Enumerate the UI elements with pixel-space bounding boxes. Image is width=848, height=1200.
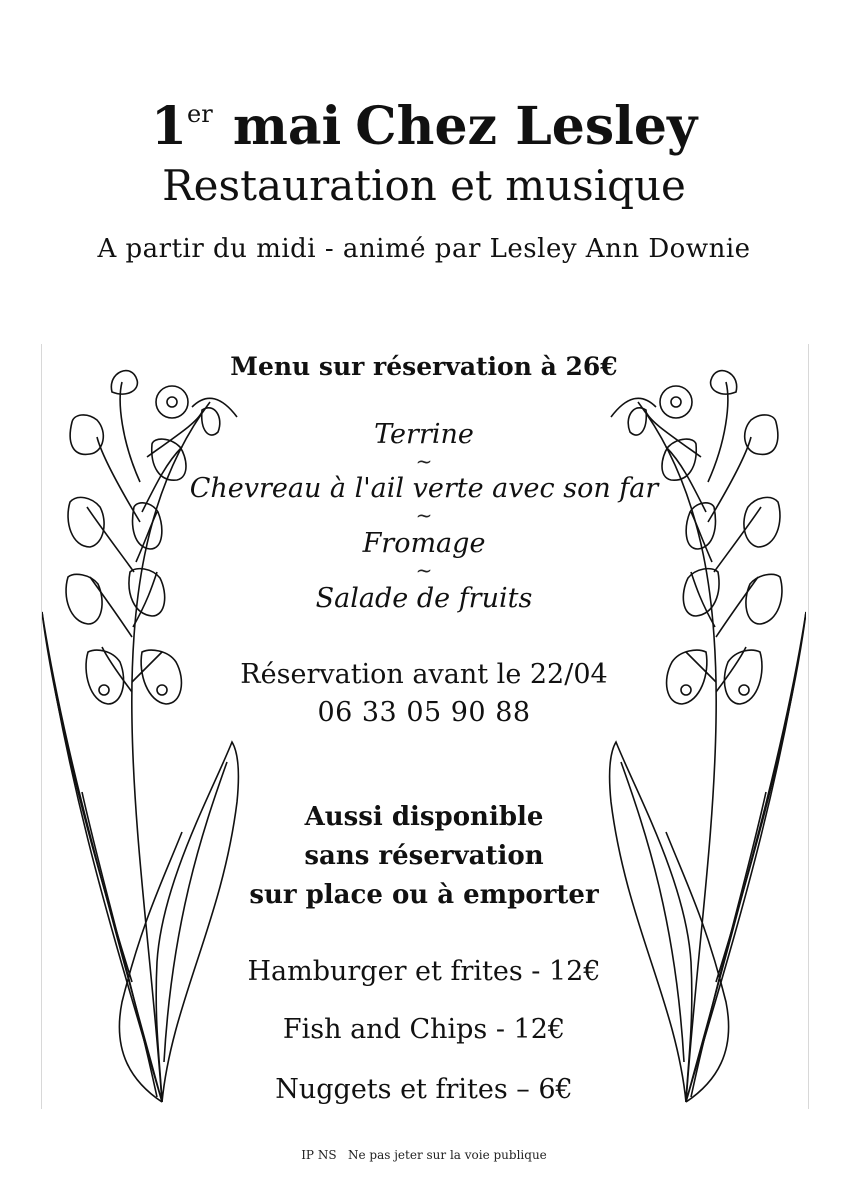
menu-item: Nuggets et frites – 6€ — [275, 1074, 573, 1105]
course-separator: ~ — [415, 503, 433, 527]
menu-item: Hamburger et frites - 12€ — [247, 956, 601, 987]
also-available-line: Aussi disponible — [304, 802, 544, 832]
course-item: Salade de fruits — [315, 583, 533, 614]
title-name: Chez Lesley — [355, 96, 698, 157]
course-item: Fromage — [362, 528, 486, 559]
title-ordinal-suffix: er — [187, 100, 213, 128]
reservation-deadline: Réservation avant le 22/04 — [240, 659, 608, 690]
menu-heading: Menu sur réservation à 26€ — [230, 352, 618, 381]
page-title — [0, 82, 848, 159]
menu-item: Fish and Chips - 12€ — [282, 1014, 566, 1045]
course-item: Terrine — [374, 419, 474, 450]
course-item: Chevreau à l'ail verte avec son far — [189, 473, 659, 504]
course-separator: ~ — [415, 558, 433, 582]
title-month: mai — [232, 96, 342, 157]
also-available-line: sans réservation — [304, 841, 544, 871]
course-separator: ~ — [415, 449, 433, 473]
title-ordinal-number: 1 — [150, 96, 188, 157]
subtitle: Restauration et musique — [162, 161, 686, 210]
footer-note: IP NS Ne pas jeter sur la voie publique — [301, 1148, 547, 1162]
also-available-line: sur place ou à emporter — [249, 880, 599, 910]
phone-number: 06 33 05 90 88 — [317, 697, 531, 728]
tagline: A partir du midi - animé par Lesley Ann Downie — [97, 234, 751, 264]
